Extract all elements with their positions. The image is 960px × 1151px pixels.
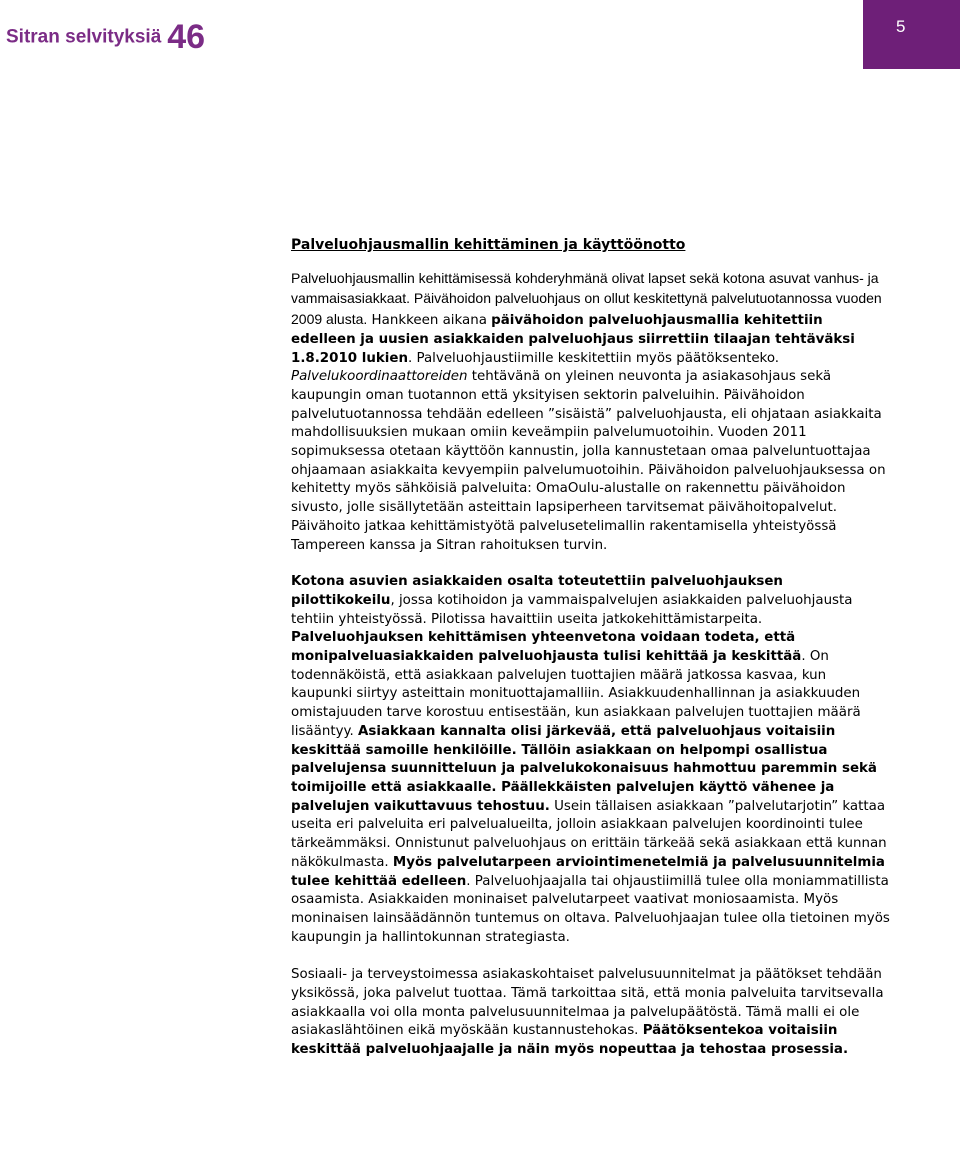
- paragraph-emphasis: Myös palvelutarpeen arviointimenetelmiä ja palvelusuunnitelmia tulee kehittää edelleen: [291, 854, 885, 889]
- page-number-box: [863, 0, 960, 69]
- paragraph-emphasis: päivähoidon palveluohjausmallia kehitettiin edelleen ja uusien asiakkaiden palveluohjaus siirrettiin tilaajan tehtäväksi 1.8.2010 lukien: [291, 313, 855, 366]
- page-number: 5: [896, 17, 906, 36]
- paragraph-emphasis: Kotona asuvien asiakkaiden osalta toteutettiin palveluohjauksen pilottikokeilu: [291, 574, 783, 608]
- paragraph-gap: [291, 555, 891, 573]
- series-number: 46: [167, 18, 206, 56]
- series-name: Sitran selvityksiä: [6, 26, 162, 48]
- paragraph-text: Sosiaali- ja terveystoimessa asiakaskohtaiset palvelusuunnitelmat ja päätökset tehdään yksikössä, joka palvelut tuottaa. Tämä tarkoittaa sitä, että monia palveluita tarvitsevalla asiakkaalla voi olla monta palvelusuunnitelmaa ja palvelupäätöstä. Tämä malli ei ole asiakaslähtöinen eikä myöskään kustannustehokas.: [291, 967, 884, 1039]
- paragraph-emphasis: Palveluohjauksen kehittämisen yhteenvetona voidaan todeta, että monipalveluasiakkaiden palveluohjausta tulisi kehittää ja keskittää: [291, 630, 802, 665]
- series-title: [6, 18, 205, 57]
- section-heading: Palveluohjausmallin kehittäminen ja käyttöönotto: [291, 237, 686, 253]
- paragraph-emphasis: Asiakkaan kannalta olisi järkevää, että palveluohjaus voitaisiin keskittää samoille henkilöille. Tällöin asiakkaan on helpompi osallistua palvelujensa suunnitteluun ja palvelukokonaisuus hahmottuu paremmin sekä toimijoille että asiakkaalle. Päällekkäisten palvelujen käyttö vähenee ja palvelujen vaikuttavuus tehostuu.: [291, 723, 877, 814]
- paragraph-text: , jossa kotihoidon ja vammaispalvelujen asiakkaiden palveluohjausta tehtiin yhteistyössä. Pilotissa havaittiin useita jatkokehittämistarpeita.: [291, 592, 853, 627]
- paragraph-italic: Palvelukoordinaattoreiden: [291, 369, 468, 385]
- paragraph-kids-daycare: [291, 269, 891, 556]
- paragraph-text: . Palveluohjaustiimille keskitettiin myös päätöksenteko.: [407, 350, 780, 366]
- paragraph-emphasis: Päätöksentekoa voitaisiin keskittää palveluohjaajalle ja näin myös nopeuttaa ja tehostaa prosessia.: [291, 1023, 849, 1058]
- paragraph-text: Palveluohjausmallin kehittämisessä kohderyhmänä olivat lapset sekä kotona asuvat vanhus- ja vammaisasiakkaat. Päivähoidon palveluohjaus on ollut keskitettynä palvelutuotannossa vuoden 2009 alusta.: [291, 269, 882, 328]
- paragraph-home-care: [291, 573, 891, 947]
- paragraph-decisions: [291, 966, 891, 1060]
- document-body: [291, 236, 891, 1060]
- paragraph-text: . Palveluohjaajalla tai ohjaustiimillä tulee olla moniammatillista osaamista. Asiakkaiden moninaiset palvelutarpeet vaativat moniosaamista. Myös moninaisen lainsäädännön tuntemus on oltava. Palveluohjaajan tulee olla tietoinen myös kaupungin ja hallintokunnan strategiasta.: [291, 873, 890, 945]
- paragraph-text: tehtävänä on yleinen neuvonta ja asiakasohjaus sekä kaupungin oman tuotannon että yksityisen sektorin palveluihin. Päivähoidon palvelutuotannossa tehdään edelleen ”sisäistä” palveluohjausta, eli ohjataan asiakkaita mahdollisuuksien mukaan omiin keveämpiin palvelumuotoihin. Vuoden 2011 sopimuksessa otetaan käyttöön kannustin, jolla kannustetaan omaa palveluntuottajaa ohjaamaan asiakkaita kevyempiin palvelumuotoihin. Päivähoidon palveluohjauksessa on kehitetty myös sähköisiä palveluita: OmaOulu-alustalle on rakennettu päivähoidon sivusto, jolle sisällytetään asteittain lapsiperheen tarvitsemat päivähoitopalvelut. Päivähoito jatkaa kehittämistyötä palvelusetelimallin rakentamisella yhteistyössä Tampereen kanssa ja Sitran rahoituksen turvin.: [291, 369, 886, 553]
- paragraph-gap: [291, 947, 891, 966]
- paragraph-text: . On todennäköistä, että asiakkaan palvelujen tuottajien määrä jatkossa kasvaa, kun kaupunki siirtyy asteittain monituottajamalliin. Asiakkuudenhallinnan ja asiakkuuden omistajuuden tarve korostuu entisestään, kun asiakkaan palvelujen tuottajien määrä lisääntyy.: [291, 649, 861, 739]
- paragraph-text: Usein tällaisen asiakkaan ”palvelutarjotin” kattaa useita eri palveluita eri palvelualueilta, jolloin asiakkaan palvelujen koordinointi tulee tärkeämmäksi. Onnistunut palveluohjaus on erittäin tärkeää sekä asiakkaan että kunnan näkökulmasta.: [291, 798, 887, 870]
- paragraph-text: Hankkeen aikana: [367, 313, 492, 329]
